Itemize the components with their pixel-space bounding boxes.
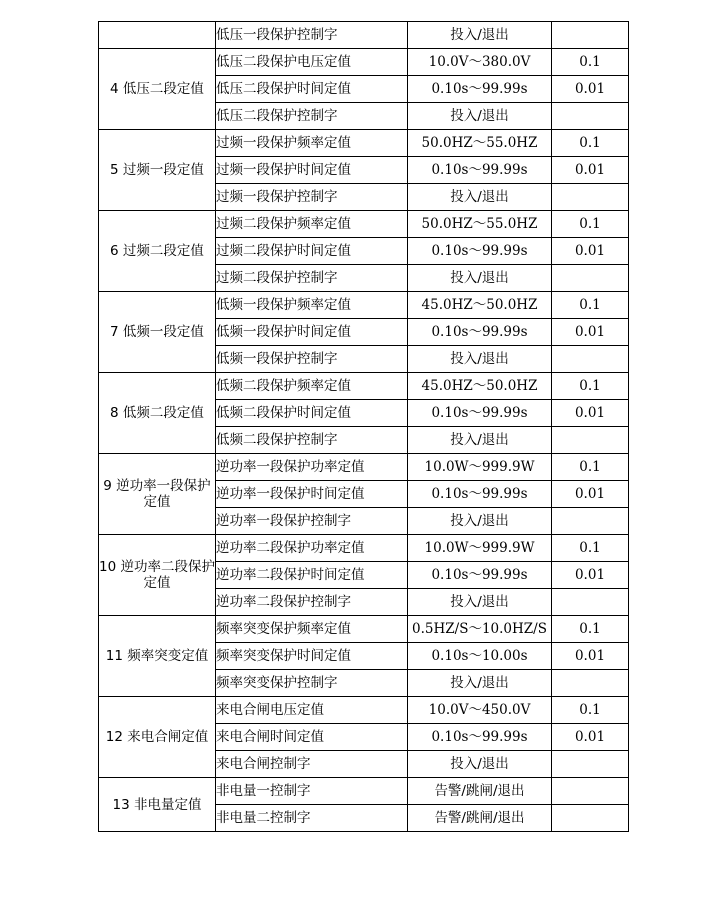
setting-range-cell: 50.0HZ～55.0HZ (408, 130, 552, 157)
setting-range-cell: 0.10s～99.99s (408, 238, 552, 265)
setting-name-cell: 低频一段保护频率定值 (216, 292, 408, 319)
group-cell: 11 频率突变定值 (99, 616, 216, 697)
setting-range-cell: 0.5HZ/S～10.0HZ/S (408, 616, 552, 643)
group-cell: 13 非电量定值 (99, 778, 216, 832)
setting-step-cell (552, 751, 629, 778)
setting-step-cell: 0.1 (552, 373, 629, 400)
setting-step-cell: 0.1 (552, 211, 629, 238)
setting-name-cell: 低频一段保护时间定值 (216, 319, 408, 346)
setting-range-cell: 投入/退出 (408, 751, 552, 778)
table-row (99, 535, 629, 562)
setting-range-cell: 投入/退出 (408, 22, 552, 49)
setting-step-cell (552, 778, 629, 805)
table-row (99, 454, 629, 481)
setting-step-cell: 0.01 (552, 76, 629, 103)
setting-name-cell: 来电合闸电压定值 (216, 697, 408, 724)
setting-step-cell: 0.1 (552, 292, 629, 319)
setting-name-cell: 逆功率二段保护控制字 (216, 589, 408, 616)
setting-step-cell: 0.1 (552, 616, 629, 643)
setting-range-cell: 45.0HZ～50.0HZ (408, 292, 552, 319)
setting-range-cell: 10.0W～999.9W (408, 454, 552, 481)
setting-step-cell (552, 346, 629, 373)
table-row (99, 130, 629, 157)
setting-name-cell: 频率突变保护频率定值 (216, 616, 408, 643)
setting-range-cell: 10.0V～450.0V (408, 697, 552, 724)
setting-step-cell (552, 508, 629, 535)
group-cell: 5 过频一段定值 (99, 130, 216, 211)
setting-step-cell (552, 427, 629, 454)
group-cell: 6 过频二段定值 (99, 211, 216, 292)
setting-step-cell (552, 589, 629, 616)
setting-step-cell (552, 103, 629, 130)
setting-step-cell: 0.1 (552, 535, 629, 562)
table-row (99, 616, 629, 643)
setting-name-cell: 逆功率一段保护控制字 (216, 508, 408, 535)
setting-name-cell: 非电量一控制字 (216, 778, 408, 805)
setting-name-cell: 来电合闸时间定值 (216, 724, 408, 751)
setting-range-cell: 投入/退出 (408, 103, 552, 130)
setting-name-cell: 低压二段保护电压定值 (216, 49, 408, 76)
group-cell (99, 22, 216, 49)
setting-range-cell: 10.0V～380.0V (408, 49, 552, 76)
setting-name-cell: 过频一段保护控制字 (216, 184, 408, 211)
setting-step-cell (552, 22, 629, 49)
setting-range-cell: 0.10s～99.99s (408, 76, 552, 103)
setting-step-cell: 0.01 (552, 724, 629, 751)
setting-step-cell: 0.01 (552, 319, 629, 346)
table-row (99, 49, 629, 76)
setting-range-cell: 投入/退出 (408, 427, 552, 454)
setting-range-cell: 45.0HZ～50.0HZ (408, 373, 552, 400)
group-cell: 8 低频二段定值 (99, 373, 216, 454)
setting-range-cell: 0.10s～99.99s (408, 724, 552, 751)
table-row (99, 22, 629, 49)
setting-range-cell: 0.10s～99.99s (408, 319, 552, 346)
setting-range-cell: 投入/退出 (408, 508, 552, 535)
group-cell: 7 低频一段定值 (99, 292, 216, 373)
setting-name-cell: 低压一段保护控制字 (216, 22, 408, 49)
setting-step-cell: 0.01 (552, 157, 629, 184)
setting-range-cell: 投入/退出 (408, 670, 552, 697)
setting-name-cell: 低频二段保护控制字 (216, 427, 408, 454)
table-row (99, 697, 629, 724)
setting-name-cell: 来电合闸控制字 (216, 751, 408, 778)
setting-step-cell: 0.1 (552, 49, 629, 76)
setting-step-cell: 0.01 (552, 481, 629, 508)
table-row (99, 211, 629, 238)
setting-name-cell: 逆功率一段保护时间定值 (216, 481, 408, 508)
setting-range-cell: 0.10s～99.99s (408, 562, 552, 589)
setting-name-cell: 过频二段保护时间定值 (216, 238, 408, 265)
setting-step-cell: 0.01 (552, 400, 629, 427)
setting-step-cell: 0.01 (552, 643, 629, 670)
setting-name-cell: 逆功率二段保护功率定值 (216, 535, 408, 562)
setting-step-cell (552, 670, 629, 697)
setting-step-cell: 0.1 (552, 130, 629, 157)
table-row (99, 292, 629, 319)
group-cell: 12 来电合闸定值 (99, 697, 216, 778)
setting-range-cell: 告警/跳闸/退出 (408, 805, 552, 832)
table-row (99, 778, 629, 805)
setting-name-cell: 过频一段保护频率定值 (216, 130, 408, 157)
setting-step-cell: 0.01 (552, 238, 629, 265)
group-cell: 9 逆功率一段保护定值 (99, 454, 216, 535)
setting-range-cell: 0.10s～99.99s (408, 400, 552, 427)
setting-range-cell: 投入/退出 (408, 184, 552, 211)
group-cell: 4 低压二段定值 (99, 49, 216, 130)
setting-range-cell: 告警/跳闸/退出 (408, 778, 552, 805)
setting-step-cell: 0.1 (552, 454, 629, 481)
setting-name-cell: 逆功率二段保护时间定值 (216, 562, 408, 589)
setting-range-cell: 0.10s～10.00s (408, 643, 552, 670)
setting-name-cell: 频率突变保护时间定值 (216, 643, 408, 670)
setting-range-cell: 投入/退出 (408, 346, 552, 373)
setting-step-cell (552, 184, 629, 211)
setting-name-cell: 逆功率一段保护功率定值 (216, 454, 408, 481)
setting-range-cell: 50.0HZ～55.0HZ (408, 211, 552, 238)
setting-name-cell: 过频二段保护控制字 (216, 265, 408, 292)
setting-range-cell: 投入/退出 (408, 265, 552, 292)
setting-range-cell: 10.0W～999.9W (408, 535, 552, 562)
setting-step-cell (552, 805, 629, 832)
setting-name-cell: 低频二段保护时间定值 (216, 400, 408, 427)
setting-name-cell: 低压二段保护时间定值 (216, 76, 408, 103)
group-cell: 10 逆功率二段保护定值 (99, 535, 216, 616)
setting-name-cell: 频率突变保护控制字 (216, 670, 408, 697)
setting-name-cell: 低压二段保护控制字 (216, 103, 408, 130)
table-row (99, 373, 629, 400)
setting-name-cell: 过频二段保护频率定值 (216, 211, 408, 238)
setting-name-cell: 低频一段保护控制字 (216, 346, 408, 373)
setting-range-cell: 0.10s～99.99s (408, 481, 552, 508)
setting-name-cell: 低频二段保护频率定值 (216, 373, 408, 400)
setting-range-cell: 投入/退出 (408, 589, 552, 616)
protection-settings-table (98, 21, 629, 832)
setting-range-cell: 0.10s～99.99s (408, 157, 552, 184)
setting-step-cell: 0.01 (552, 562, 629, 589)
setting-name-cell: 过频一段保护时间定值 (216, 157, 408, 184)
setting-step-cell (552, 265, 629, 292)
setting-name-cell: 非电量二控制字 (216, 805, 408, 832)
setting-step-cell: 0.1 (552, 697, 629, 724)
